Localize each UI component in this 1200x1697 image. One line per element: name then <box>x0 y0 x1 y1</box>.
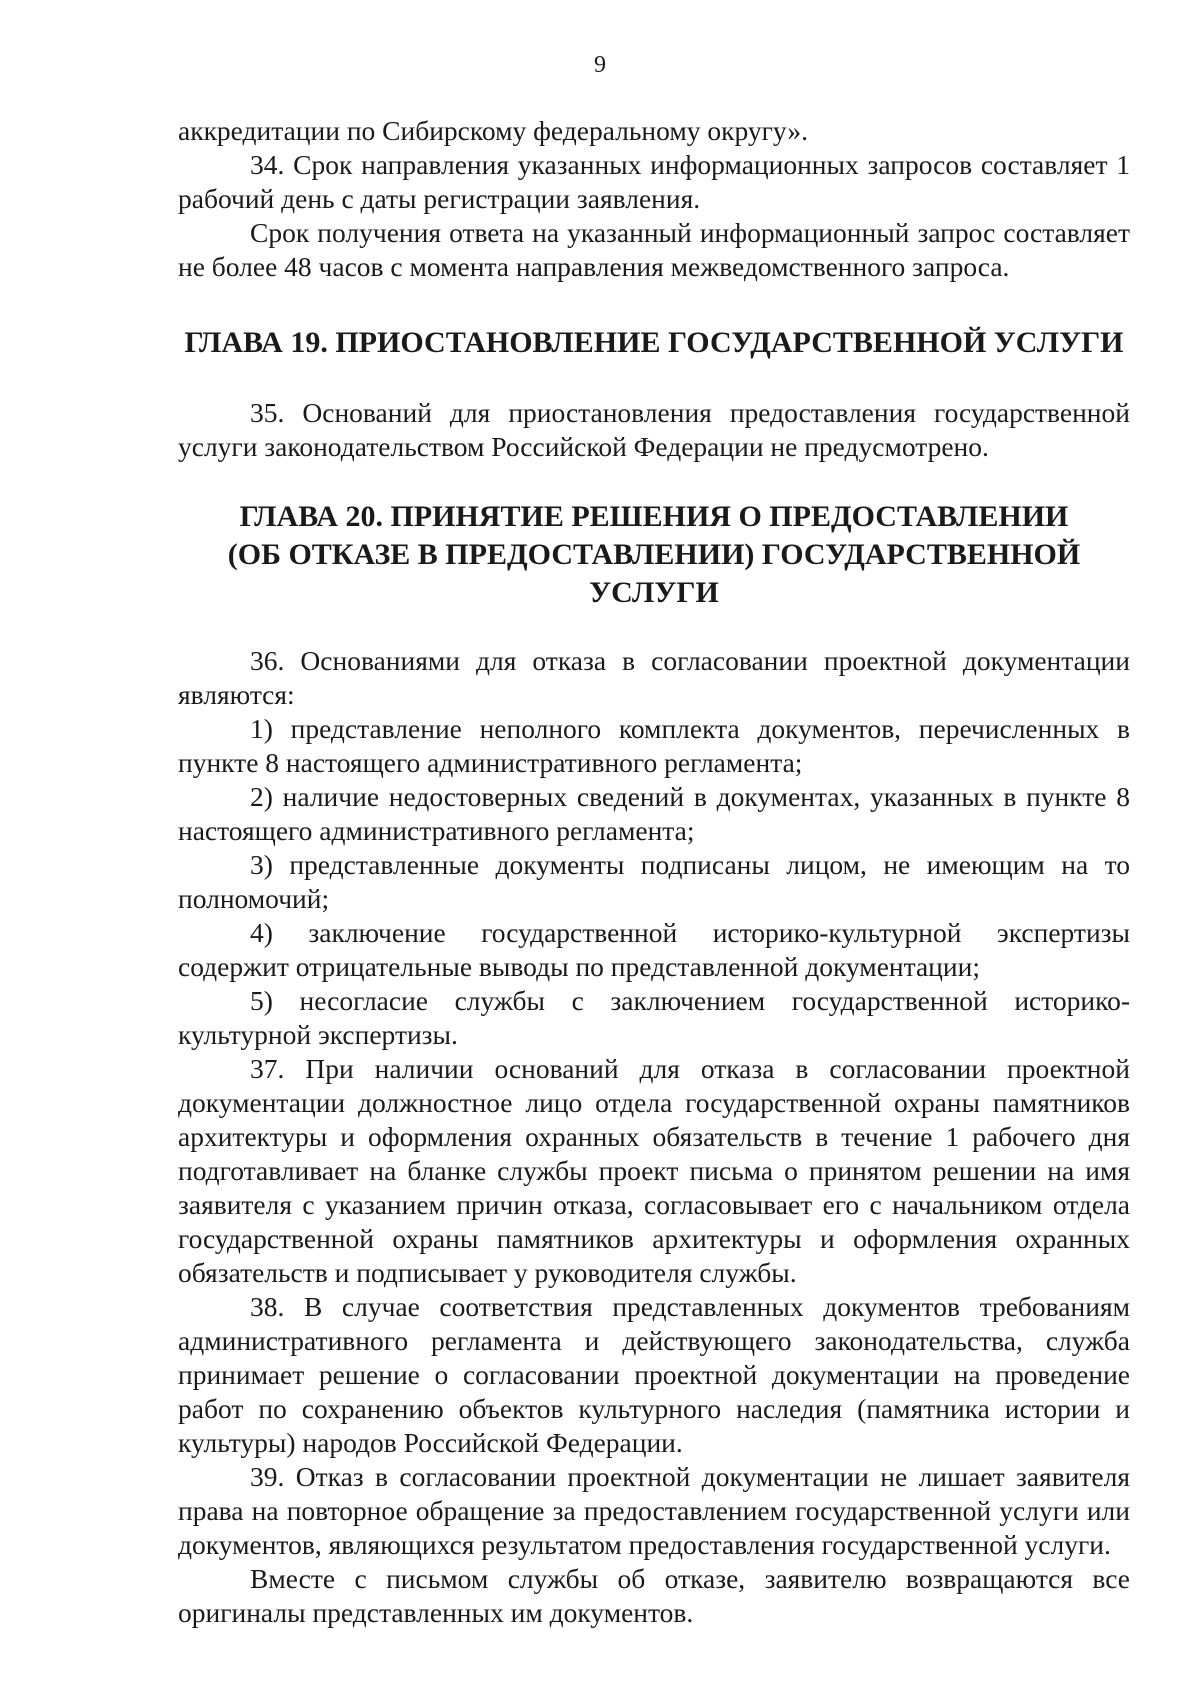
paragraph-36: 36. Основаниями для отказа в согласовании проектной документации являются: <box>178 645 1130 710</box>
chapter-20-heading-line-1: ГЛАВА 20. ПРИНЯТИЕ РЕШЕНИЯ О ПРЕДОСТАВЛЕНИИ <box>239 500 1069 533</box>
list-item-36-4: 4) заключение государственной историко-культурной экспертизы содержит отрицательные выводы по представленной документации; <box>178 917 1130 982</box>
list-item-36-5: 5) несогласие службы с заключением государственной историко-культурной экспертизы. <box>178 985 1130 1050</box>
paragraph-continuation: аккредитации по Сибирскому федеральному округу». <box>178 115 808 146</box>
paragraph-39: 39. Отказ в согласовании проектной документации не лишает заявителя права на повторное обращение за предоставлением государственной услуги или документов, являющихся результатом предоставления государственной услуги. <box>178 1461 1130 1560</box>
paragraph-35: 35. Оснований для приостановления предоставления государственной услуги законодательством Российской Федерации не предусмотрено. <box>178 397 1130 462</box>
list-item-36-1: 1) представление неполного комплекта документов, перечисленных в пункте 8 настоящего административного регламента; <box>178 713 1130 778</box>
paragraph-38: 38. В случае соответствия представленных документов требованиям административного регламента и действующего законодательства, служба принимает решение о согласовании проектной документации на проведение работ по сохранению объектов культурного наследия (памятника истории и культуры) народов Российской Федерации. <box>178 1291 1130 1458</box>
list-item-36-2: 2) наличие недостоверных сведений в документах, указанных в пункте 8 настоящего административного регламента; <box>178 781 1130 846</box>
paragraph-34: 34. Срок направления указанных информационных запросов составляет 1 рабочий день с даты регистрации заявления. <box>178 149 1130 214</box>
paragraph-39-return-documents: Вместе с письмом службы об отказе, заявителю возвращаются все оригиналы представленных им документов. <box>178 1563 1130 1628</box>
chapter-20-heading-line-2: (ОБ ОТКАЗЕ В ПРЕДОСТАВЛЕНИИ) ГОСУДАРСТВЕННОЙ УСЛУГИ <box>227 538 1081 609</box>
paragraph-34-response-term: Срок получения ответа на указанный информационный запрос составляет не более 48 часов с момента направления межведомственного запроса. <box>178 217 1130 282</box>
document-body <box>178 114 1130 1630</box>
page-number: 9 <box>594 52 606 78</box>
paragraph-37: 37. При наличии оснований для отказа в согласовании проектной документации должностное лицо отдела государственной охраны памятников архитектуры и оформления охранных обязательств в течение 1 рабочего дня подготавливает на бланке службы проект письма о принятом решении на имя заявителя с указанием причин отказа, согласовывает его с начальником отдела государственной охраны памятников архитектуры и оформления охранных обязательств и подписывает у руководителя службы. <box>178 1053 1130 1288</box>
chapter-20-heading <box>178 498 1130 612</box>
list-item-36-3: 3) представленные документы подписаны лицом, не имеющим на то полномочий; <box>178 849 1130 914</box>
chapter-19-heading: ГЛАВА 19. ПРИОСТАНОВЛЕНИЕ ГОСУДАРСТВЕННОЙ УСЛУГИ <box>184 326 1124 359</box>
